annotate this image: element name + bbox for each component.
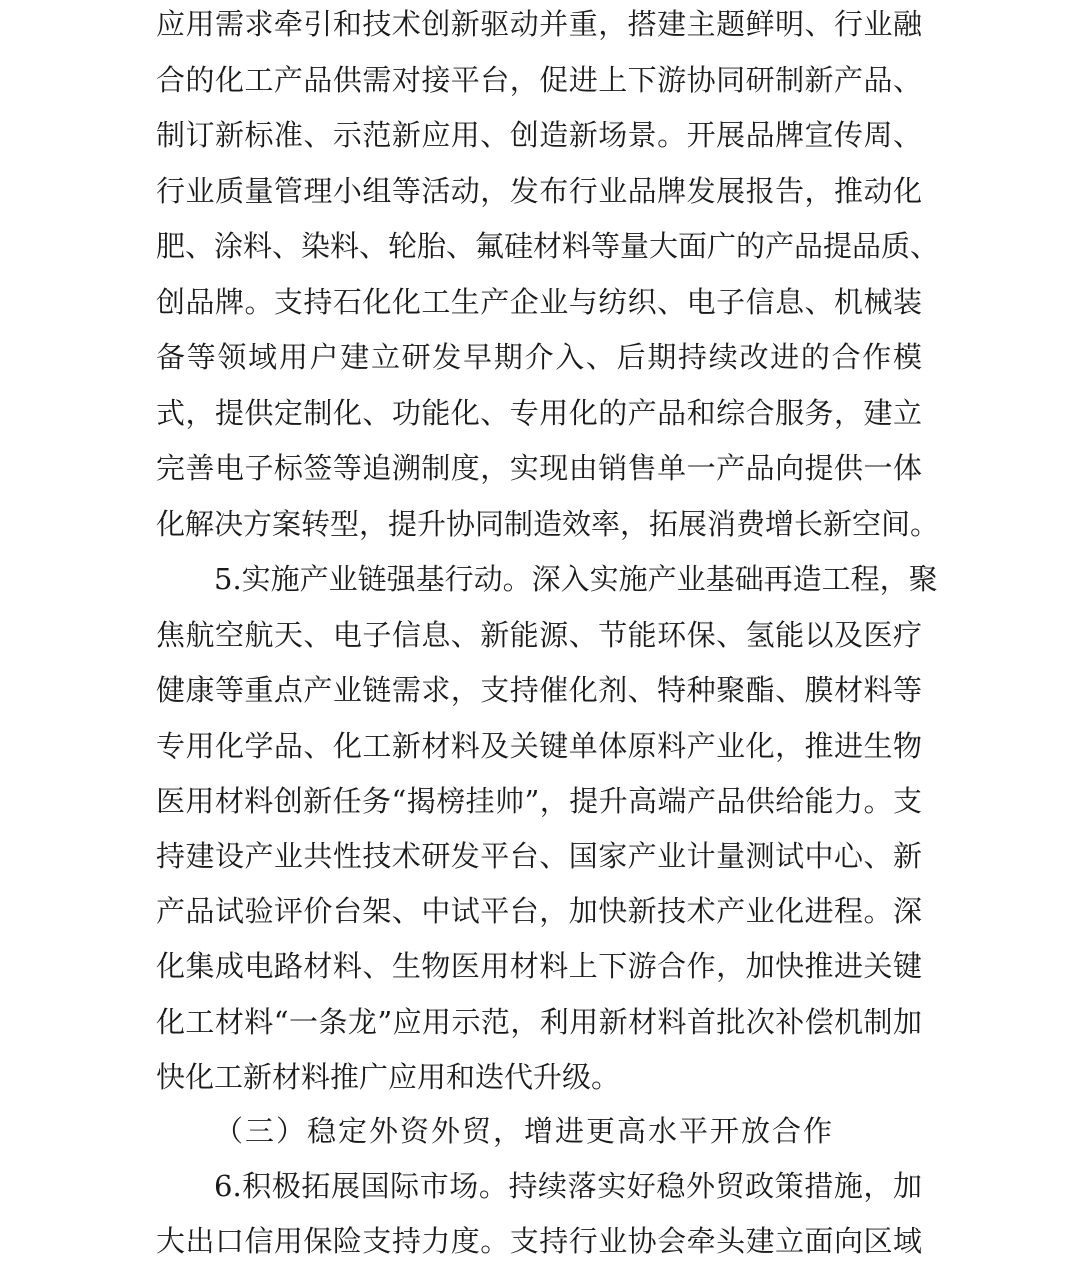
body-text-line: 化集成电路材料、生物医用材料上下游合作，加快推进关键 xyxy=(156,949,922,983)
body-text-line: 肥、涂料、染料、轮胎、氟硅材料等量大面广的产品提品质、 xyxy=(156,229,940,263)
body-text-line: 专用化学品、化工新材料及关键单体原料产业化，推进生物 xyxy=(156,729,922,763)
body-text-line: 化工材料“一条龙”应用示范，利用新材料首批次补偿机制加 xyxy=(156,1005,922,1039)
body-text-line: 化解决方案转型，提升协同制造效率，拓展消费增长新空间。 xyxy=(156,507,940,541)
body-text-line: 快化工新材料推广应用和迭代升级。 xyxy=(156,1060,621,1094)
body-text-line: 产品试验评价台架、中试平台，加快新技术产业化进程。深 xyxy=(156,894,922,928)
section-6-title-line: 6.积极拓展国际市场。持续落实好稳外贸政策措施，加 xyxy=(214,1169,922,1203)
body-text-line: 合的化工产品供需对接平台，促进上下游协同研制新产品、 xyxy=(156,63,922,97)
body-text-line: 健康等重点产业链需求，支持催化剂、特种聚酯、膜材料等 xyxy=(156,673,922,707)
body-text-line: 大出口信用保险支持力度。支持行业协会牵头建立面向区域 xyxy=(156,1224,922,1258)
body-text-line: 焦航空航天、电子信息、新能源、节能环保、氢能以及医疗 xyxy=(156,618,922,652)
body-text-line: 制订新标准、示范新应用、创造新场景。开展品牌宣传周、 xyxy=(156,118,922,152)
body-text-line: 创品牌。支持石化化工生产企业与纺织、电子信息、机械装 xyxy=(156,285,922,319)
body-text-line: 持建设产业共性技术研发平台、国家产业计量测试中心、新 xyxy=(156,839,922,873)
body-text-line: 应用需求牵引和技术创新驱动并重，搭建主题鲜明、行业融 xyxy=(156,7,922,41)
section-5-title-line: 5.实施产业链强基行动。深入实施产业基础再造工程，聚 xyxy=(214,562,938,596)
body-text-line: 医用材料创新任务“揭榜挂帅”，提升高端产品供给能力。支 xyxy=(156,784,922,818)
body-text-line: 行业质量管理小组等活动，发布行业品牌发展报告，推动化 xyxy=(156,174,922,208)
section-heading: （三）稳定外资外贸，增进更高水平开放合作 xyxy=(214,1114,835,1148)
body-text-line: 备等领域用户建立研发早期介入、后期持续改进的合作模 xyxy=(156,340,922,374)
body-text-line: 完善电子标签等追溯制度，实现由销售单一产品向提供一体 xyxy=(156,451,922,485)
body-text-line: 式，提供定制化、功能化、专用化的产品和综合服务，建立 xyxy=(156,396,922,430)
